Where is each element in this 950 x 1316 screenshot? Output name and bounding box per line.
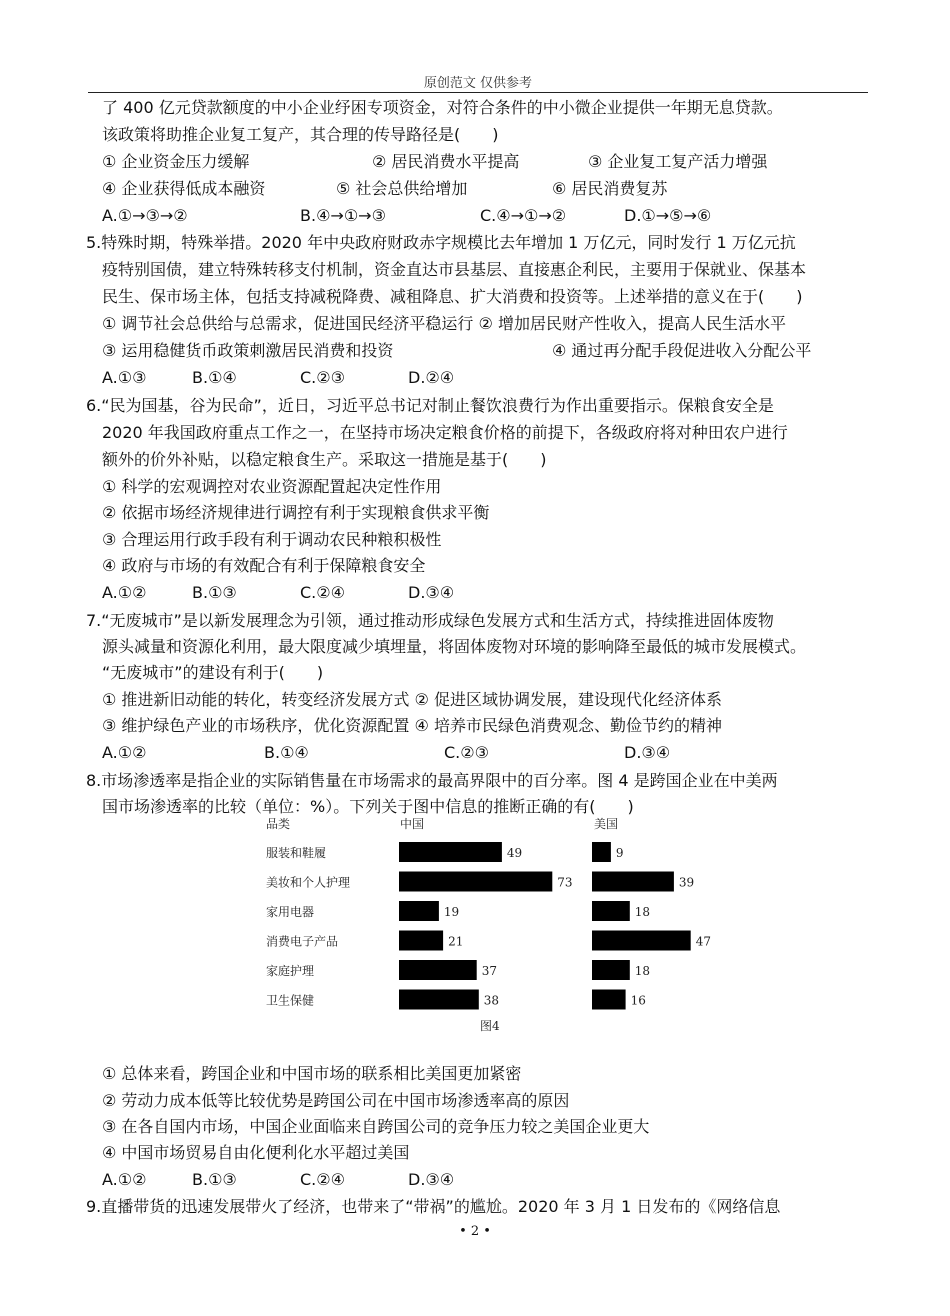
category-label: 家用电器 [266,905,315,919]
q4-item-2: ② 居民消费水平提高 [372,152,520,171]
q5-item-4: ④ 通过再分配手段促进收入分配公平 [552,341,812,360]
category-label: 美妆和个人护理 [266,875,351,890]
q4-choice-d: D.①→⑤→⑥ [624,206,712,225]
value-label-china: 49 [506,846,523,860]
q6-choice-a: A.①② [102,583,147,602]
q4-choice-b: B.④→①→③ [300,206,386,225]
value-label-china: 37 [481,964,497,978]
q5-line-4: ① 调节社会总供给与总需求，促进国民经济平稳运行 ② 增加居民财产性收入，提高人民生活水平 [102,314,786,333]
value-label-china: 19 [443,905,460,919]
value-label-usa: 39 [678,875,695,890]
bar-china [399,960,477,980]
q8-line-2: 国市场渗透率的比较（单位：%）。下列关于图中信息的推断正确的有( ) [102,797,634,816]
q9-line-1: 9.直播带货的迅速发展带火了经济，也带来了“带祸”的尴尬。2020 年 3 月 1 日发布的《网络信息 [86,1197,781,1216]
bar-china [399,872,552,892]
q7-item-row-1: ① 推进新旧动能的转化，转变经济发展方式 ② 促进区域协调发展，建设现代化经济体系 [102,690,722,709]
q8-item-3: ③ 在各自国内市场，中国企业面临来自跨国公司的竞争压力较之美国企业更大 [102,1117,650,1136]
bar-china [399,842,502,862]
q5-choice-c: C.②③ [300,368,345,387]
q6-choice-b: B.①③ [192,583,237,602]
value-label-china: 38 [483,993,500,1008]
q6-choice-d: D.③④ [408,583,455,602]
q8-choice-a: A.①② [102,1170,147,1189]
q8-choice-d: D.③④ [408,1170,455,1189]
category-label: 服装和鞋履 [266,846,327,860]
q8-item-4: ④ 中国市场贸易自由化便利化水平超过美国 [102,1143,410,1162]
q4-item-3: ③ 企业复工复产活力增强 [588,152,768,171]
q6-item-4: ④ 政府与市场的有效配合有利于保障粮食安全 [102,556,426,575]
q4-choice-c: C.④→①→② [480,206,567,225]
q5-item-3: ③ 运用稳健货币政策刺激居民消费和投资 [102,341,394,360]
q6-line-3: 额外的价外补贴，以稳定粮食生产。采取这一措施是基于( ) [102,450,547,469]
bar-usa [592,990,626,1010]
q7-line-1: 7.“无废城市”是以新发展理念为引领，通过推动形成绿色发展方式和生活方式，持续推进固体废物 [86,611,774,630]
q7-item-row-2: ③ 维护绿色产业的市场秩序，优化资源配置 ④ 培养市民绿色消费观念、勤俭节约的精神 [102,716,722,735]
q7-line-3: “无废城市”的建设有利于( ) [102,663,324,682]
page-number: • 2 • [459,1224,491,1239]
value-label-usa: 16 [630,993,646,1008]
q4-choice-a: A.①→③→② [102,206,188,225]
value-label-china: 73 [557,875,573,890]
q4-item-4: ④ 企业获得低成本融资 [102,179,266,198]
bar-usa [592,842,611,862]
q6-item-3: ③ 合理运用行政手段有利于调动农民种粮积极性 [102,530,442,549]
value-label-china: 21 [448,934,464,949]
q8-choice-c: C.②④ [300,1170,345,1189]
q4-item-1: ① 企业资金压力缓解 [102,152,250,171]
q4-line-1: 了 400 亿元贷款额度的中小企业纾困专项资金，对符合条件的中小微企业提供一年期无息贷款。 [102,98,783,117]
q5-choice-b: B.①④ [192,368,237,387]
q7-choice-a: A.①② [102,743,147,762]
q8-item-1: ① 总体来看，跨国企业和中国市场的联系相比美国更加紧密 [102,1064,522,1083]
q7-line-2: 源头减量和资源化利用，最大限度减少填埋量，将固体废物对环境的影响降至最低的城市发展模式。 [102,637,807,656]
q5-line-2: 疫特别国债，建立特殊转移支付机制，资金直达市县基层、直接惠企利民，主要用于保就业、保基本 [102,260,807,279]
q8-line-1: 8.市场渗透率是指企业的实际销售量在市场需求的最高界限中的百分率。图 4 是跨国企业在中美两 [86,771,778,790]
series-china-label: 中国 [400,817,425,831]
bar-china [399,901,439,921]
q6-choice-c: C.②④ [300,583,345,602]
bar-usa [592,872,674,892]
q8-choice-b: B.①③ [192,1170,237,1189]
q4-line-2: 该政策将助推企业复工复产，其合理的传导路径是( ) [102,125,499,144]
bar-china [399,931,443,951]
q5-choice-a: A.①③ [102,368,147,387]
bar-usa [592,901,630,921]
bar-usa [592,931,691,951]
value-label-usa: 9 [615,846,624,860]
q6-line-1: 6.“民为国基，谷为民命”，近日，习近平总书记对制止餐饮浪费行为作出重要指示。保粮食安全是 [86,396,774,415]
q5-line-1: 5.特殊时期，特殊举措。2020 年中央政府财政赤字规模比去年增加 1 万亿元，同时发行 1 万亿元抗 [86,233,796,252]
q4-item-5: ⑤ 社会总供给增加 [336,179,468,198]
penetration-rate-bar-chart [260,812,730,1042]
header-rule [88,92,868,93]
q8-item-2: ② 劳动力成本低等比较优势是跨国公司在中国市场渗透率高的原因 [102,1091,570,1110]
q5-line-3: 民生、保市场主体，包括支持减税降费、减租降息、扩大消费和投资等。上述举措的意义在于( ) [102,287,803,306]
q4-item-6: ⑥ 居民消费复苏 [552,179,668,198]
category-header: 品类 [266,817,291,831]
series-usa-label: 美国 [594,817,619,831]
bar-usa [592,960,630,980]
q6-item-1: ① 科学的宏观调控对农业资源配置起决定性作用 [102,477,442,496]
value-label-usa: 18 [634,964,651,978]
chart-caption: 图4 [480,1019,500,1033]
q6-item-2: ② 依据市场经济规律进行调控有利于实现粮食供求平衡 [102,503,490,522]
page-header: 原创范文 仅供参考 [423,76,533,91]
q7-choice-c: C.②③ [444,743,489,762]
q5-choice-d: D.②④ [408,368,455,387]
category-label: 消费电子产品 [266,934,339,949]
category-label: 卫生保健 [266,993,315,1008]
q6-line-2: 2020 年我国政府重点工作之一，在坚持市场决定粮食价格的前提下，各级政府将对种田农户进行 [102,423,788,442]
q7-choice-b: B.①④ [264,743,309,762]
q7-choice-d: D.③④ [624,743,671,762]
value-label-usa: 47 [695,934,711,949]
category-label: 家庭护理 [266,964,315,978]
value-label-usa: 18 [634,905,651,919]
bar-china [399,990,479,1010]
